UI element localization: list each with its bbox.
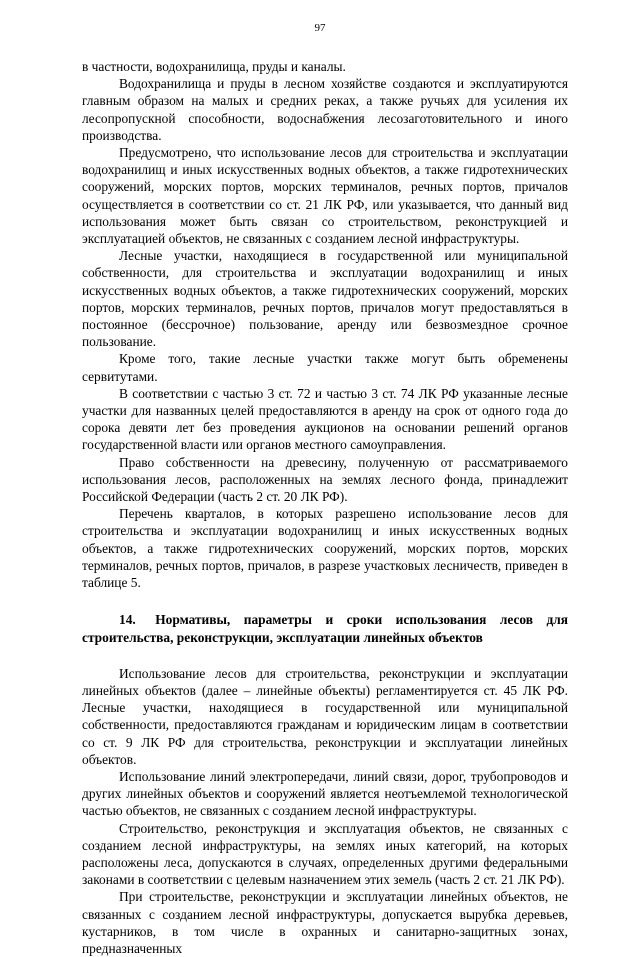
paragraph: Использование лесов для строительства, реконструкции и эксплуатации линейных объектов (далее – линейные объекты) регламентируется ст. 45 ЛК РФ. Лесные участки, находящиеся в государственной или муниципальной собственности, предоставляются гражданам и юридическим лицам в соответствии со ст. 9 ЛК РФ для строительства, реконструкции и эксплуатации линейных объектов. [82,665,568,767]
paragraph: Строительство, реконструкция и эксплуатация объектов, не связанных с созданием лесной инфраструктуры, на землях иных категорий, на которых расположены леса, допускаются в случаях, определенных другими федеральными законами в соответствии с целевым назначением этих земель (часть 2 ст. 21 ЛК РФ). [82,820,568,888]
paragraph: В соответствии с частью 3 ст. 72 и частью 3 ст. 74 ЛК РФ указанные лесные участки для названных целей предоставляются в аренду на срок от одного года до сорока девяти лет без проведения аукционов на основании решений органов государственной власти или органов местного самоуправления. [82,385,568,453]
paragraph: Перечень кварталов, в которых разрешено использование лесов для строительства и эксплуатации водохранилищ и иных искусственных водных объектов, а также гидротехнических сооружений, морских портов, морских терминалов, речных портов, причалов, в разрезе участковых лесничеств, приведен в таблице 5. [82,506,568,591]
document-body [82,58,568,957]
paragraph: При строительстве, реконструкции и эксплуатации линейных объектов, не связанных с созданием лесной инфраструктуры, допускается вырубка деревьев, кустарников, в том числе в охранных и санитарно-защитных зонах, предназначенных [82,889,568,956]
paragraph: Водохранилища и пруды в лесном хозяйстве создаются и эксплуатируются главным образом на малых и средних реках, а также ручьях для усиления их лесопропускной способности, водоснабжения лесозаготовительного и иного производства. [82,76,568,143]
paragraph: Право собственности на древесину, полученную от рассматриваемого использования лесов, расположенных на землях лесного фонда, принадлежит Российской Федерации (часть 2 ст. 20 ЛК РФ). [82,454,568,505]
section-1-body [82,58,568,591]
paragraph: Лесные участки, находящиеся в государственной или муниципальной собственности, для строительства и эксплуатации водохранилищ и иных искусственных водных объектов, а также гидротехнических сооружений, морских портов, морских терминалов, речных портов, причалов могут предоставляться в постоянное (бессрочное) пользование, аренду или безвозмездное срочное пользование. [82,248,568,350]
section-number: 14. [119,612,136,628]
paragraph: Использование линий электропередачи, линий связи, дорог, трубопроводов и других линейных объектов и сооружений является неотъемлемой технологической частью объектов, не связанных с созданием лесной инфраструктуры. [82,768,568,819]
paragraph: в частности, водохранилища, пруды и каналы. [82,59,346,74]
section-title: Нормативы, параметры и сроки использования лесов для строительства, реконструкции, эксплуатации линейных объектов [82,612,568,645]
paragraph: Предусмотрено, что использование лесов для строительства и эксплуатации водохранилищ и иных искусственных водных объектов, а также гидротехнических сооружений, морских портов, морских терминалов, речных портов, причалов осуществляется в соответствии со ст. 21 ЛК РФ, или указывается, что данный вид использования может быть связан со строительством, реконструкцией и эксплуатацией объектов, не связанных с созданием лесной инфраструктуры. [82,145,568,247]
section-14-body [82,665,568,957]
page-number: 97 [314,22,326,34]
paragraph: Кроме того, такие лесные участки также могут быть обременены сервитутами. [82,351,568,384]
section-heading [82,611,568,645]
